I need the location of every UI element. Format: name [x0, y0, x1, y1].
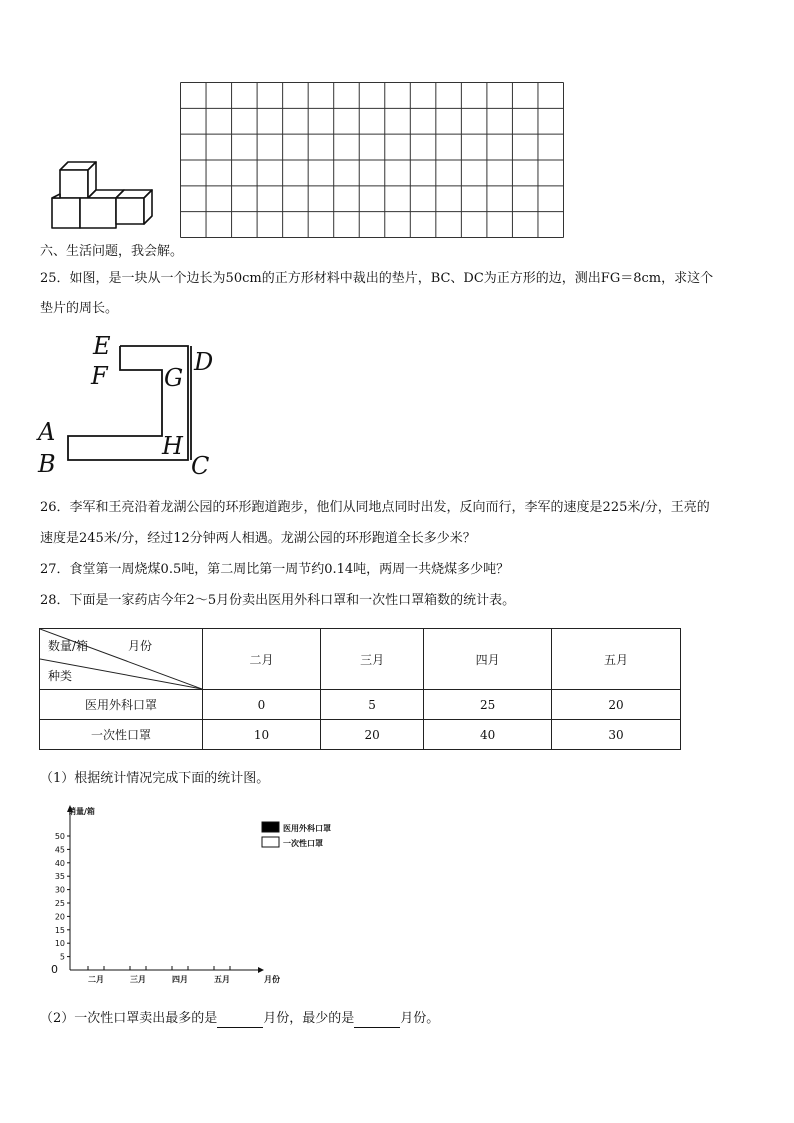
y-tick-label: 10	[54, 939, 65, 949]
y-tick-label: 35	[54, 872, 65, 882]
table-row	[40, 720, 681, 750]
table-header-month: 三月	[321, 629, 424, 690]
question-28-sub2: （2）一次性口罩卖出最多的是 月份，最少的是 月份。	[40, 1011, 440, 1026]
table-header-month: 五月	[552, 629, 681, 690]
x-tick-label: 五月	[214, 974, 230, 984]
corner-month-label: 月份	[128, 639, 153, 653]
corner-quantity-label: 数量/箱	[48, 639, 89, 653]
table-row-name: 一次性口罩	[40, 720, 203, 750]
table-header-month: 四月	[424, 629, 552, 690]
table-cell: 0	[203, 690, 321, 720]
section-heading: 六、生活问题，我会解。	[40, 244, 184, 259]
legend-label: 医用外科口罩	[283, 823, 331, 833]
question-28-text: 28．下面是一家药店今年2～5月份卖出医用外科口罩和一次性口罩箱数的统计表。	[40, 593, 516, 608]
y-tick-label: 0	[51, 963, 58, 976]
x-tick-label: 二月	[88, 974, 104, 984]
table-cell: 10	[203, 720, 321, 750]
label-A: A	[38, 418, 56, 446]
table-cell: 40	[424, 720, 552, 750]
y-tick-label: 45	[54, 845, 65, 855]
corner-type-label: 种类	[48, 669, 73, 683]
sales-bar-chart	[40, 800, 370, 995]
y-tick-label: 50	[54, 832, 65, 841]
x-axis-arrow	[258, 967, 264, 973]
x-axis-label: 月份	[264, 974, 280, 984]
table-row-name: 医用外科口罩	[40, 690, 203, 720]
table-corner-cell	[40, 629, 203, 690]
table-cell: 30	[552, 720, 681, 750]
cube-stack-figure	[44, 158, 159, 238]
drawing-grid	[180, 82, 565, 239]
x-tick-label: 四月	[172, 974, 188, 984]
answer-blank-least[interactable]	[354, 1014, 400, 1028]
table-cell: 25	[424, 690, 552, 720]
y-tick-label: 30	[54, 885, 65, 895]
y-tick-label: 25	[54, 899, 65, 908]
question-26-text: 26．李军和王亮沿着龙湖公园的环形跑道跑步，他们从同地点同时出发，反向而行，李军的速度是225米/分，王亮的	[40, 500, 710, 515]
question-25-text: 25．如图，是一块从一个边长为50cm的正方形材料中裁出的垫片，BC、DC为正方形的边，测出FG＝8cm，求这个	[40, 271, 714, 286]
y-axis-label: 销量/箱	[68, 806, 95, 816]
label-C: C	[191, 452, 210, 480]
y-tick-label: 20	[54, 912, 65, 922]
question-27-text: 27．食堂第一周烧煤0.5吨，第二周比第一周节约0.14吨，两周一共烧煤多少吨？	[40, 562, 510, 577]
label-G: G	[164, 364, 184, 392]
table-cell: 20	[321, 720, 424, 750]
y-tick-label: 15	[54, 925, 65, 935]
label-B: B	[38, 450, 56, 478]
label-H: H	[162, 432, 183, 460]
y-tick-label: 40	[54, 858, 65, 868]
label-F: F	[91, 362, 108, 390]
answer-blank-most[interactable]	[217, 1014, 263, 1028]
x-tick-label: 三月	[130, 974, 146, 984]
legend-swatch	[262, 822, 279, 832]
sales-table	[39, 628, 681, 750]
y-tick-label: 5	[59, 952, 65, 962]
table-cell: 20	[552, 690, 681, 720]
legend-label: 一次性口罩	[283, 838, 323, 848]
question-26-text-cont: 速度是245米/分，经过12分钟两人相遇。龙湖公园的环形跑道全长多少米？	[40, 531, 476, 546]
label-E: E	[93, 332, 111, 360]
question-25-text-cont: 垫片的周长。	[40, 301, 119, 316]
table-cell: 5	[321, 690, 424, 720]
label-D: D	[194, 348, 214, 376]
legend-swatch	[262, 837, 279, 847]
gasket-figure	[36, 330, 226, 480]
table-row	[40, 690, 681, 720]
table-header-month: 二月	[203, 629, 321, 690]
question-28-sub1: （1）根据统计情况完成下面的统计图。	[40, 771, 270, 786]
